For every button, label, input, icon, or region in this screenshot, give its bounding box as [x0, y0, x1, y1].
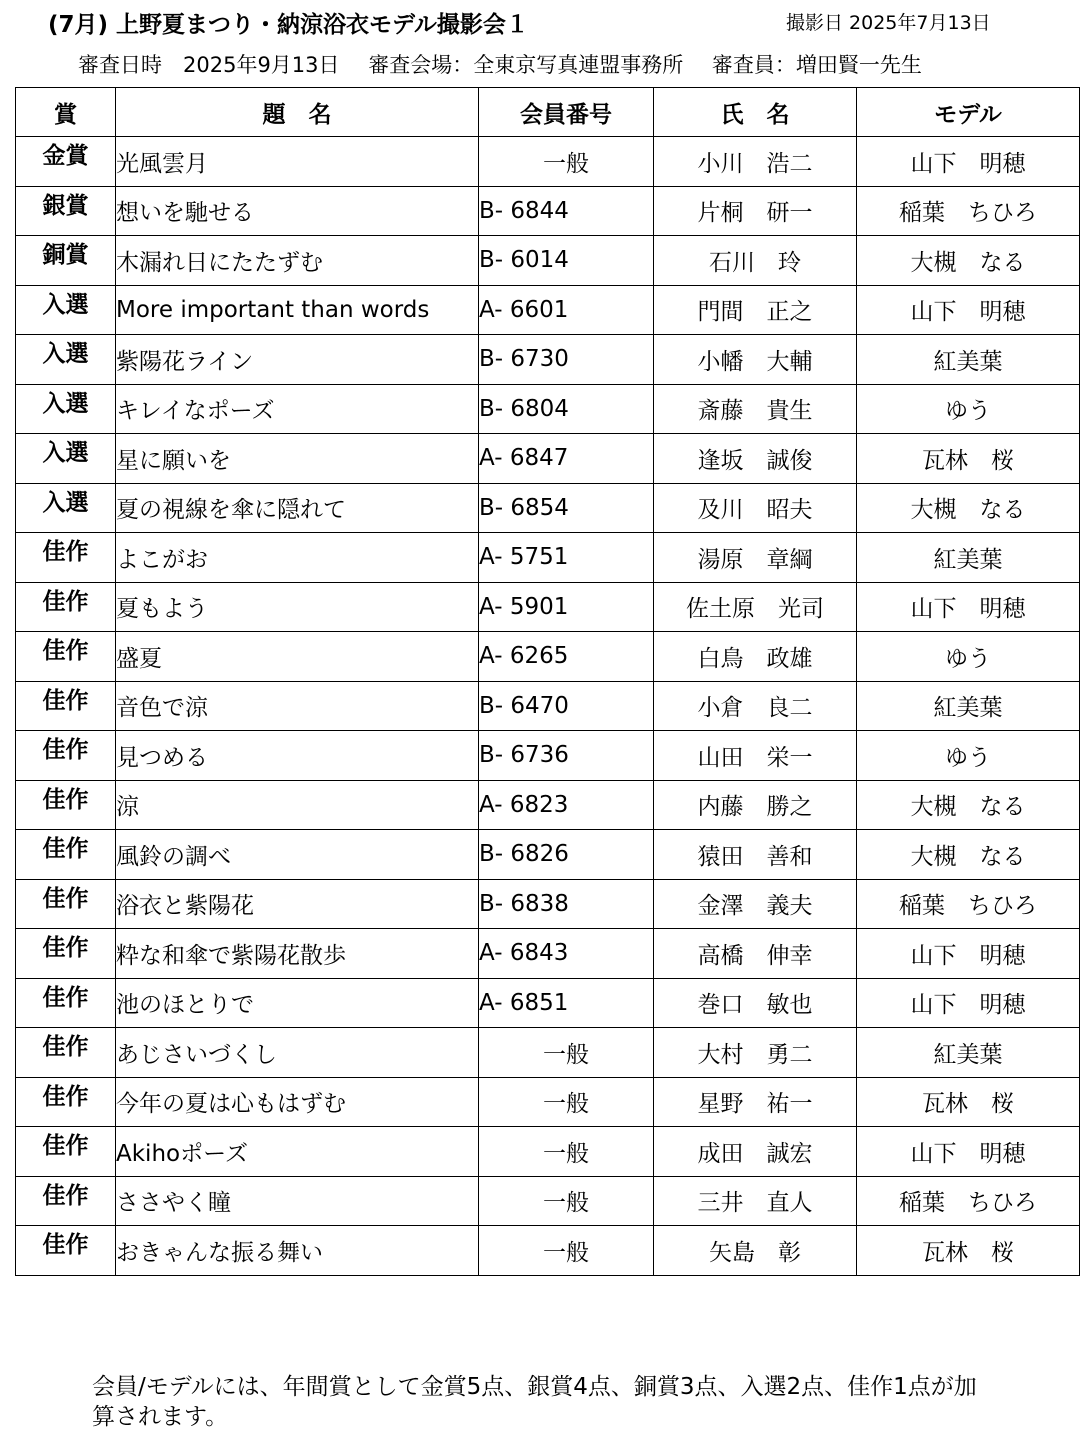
title-cell: 池のほとりで: [116, 978, 479, 1028]
shoot-date: 撮影日 2025年7月13日: [786, 12, 991, 34]
member-number-cell: A- 6265: [479, 632, 654, 682]
model-cell: 山下 明穂: [857, 137, 1080, 187]
judging-date: 審査日時 2025年9月13日: [78, 53, 340, 77]
table-row: [16, 1226, 1080, 1276]
name-cell: 湯原 章綱: [654, 533, 857, 583]
title-cell: 光風雲月: [116, 137, 479, 187]
model-cell: ゆう: [857, 384, 1080, 434]
award-cell: 銀賞: [16, 186, 116, 236]
table-row: [16, 632, 1080, 682]
award-cell: 佳作: [16, 582, 116, 632]
model-cell: 紅美葉: [857, 533, 1080, 583]
award-cell: 佳作: [16, 780, 116, 830]
footer-note: 会員/モデルには、年間賞として金賞5点、銀賞4点、銅賞3点、入選2点、佳作1点が加算されます。: [92, 1374, 977, 1430]
title-cell: 夏もよう: [116, 582, 479, 632]
model-cell: 稲葉 ちひろ: [857, 879, 1080, 929]
award-cell: 佳作: [16, 1226, 116, 1276]
award-cell: 入選: [16, 434, 116, 484]
table-row: [16, 434, 1080, 484]
table-row: [16, 879, 1080, 929]
member-number-cell: A- 6601: [479, 285, 654, 335]
name-cell: 及川 昭夫: [654, 483, 857, 533]
table-row: [16, 681, 1080, 731]
table-row: [16, 978, 1080, 1028]
member-number-cell: B- 6854: [479, 483, 654, 533]
title-cell: よこがお: [116, 533, 479, 583]
name-cell: 猿田 善和: [654, 830, 857, 880]
table-row: [16, 483, 1080, 533]
table-row: [16, 335, 1080, 385]
page-title: (7月) 上野夏まつり・納涼浴衣モデル撮影会１: [48, 12, 529, 38]
table-row: [16, 830, 1080, 880]
member-number-cell: 一般: [479, 1077, 654, 1127]
name-cell: 矢島 彰: [654, 1226, 857, 1276]
title-cell: Akihoポーズ: [116, 1127, 479, 1177]
model-cell: ゆう: [857, 731, 1080, 781]
title-cell: 浴衣と紫陽花: [116, 879, 479, 929]
table-row: [16, 285, 1080, 335]
name-cell: 佐土原 光司: [654, 582, 857, 632]
title-cell: 想いを馳せる: [116, 186, 479, 236]
award-cell: 佳作: [16, 1077, 116, 1127]
member-number-cell: B- 6826: [479, 830, 654, 880]
table-row: [16, 137, 1080, 187]
model-cell: 瓦林 桜: [857, 434, 1080, 484]
table-row: [16, 1028, 1080, 1078]
table-row: [16, 1077, 1080, 1127]
table-row: [16, 533, 1080, 583]
award-cell: 佳作: [16, 533, 116, 583]
title-cell: おきゃんな振る舞い: [116, 1226, 479, 1276]
judging-venue: 審査会場：全東京写真連盟事務所: [368, 53, 684, 77]
member-number-cell: A- 6851: [479, 978, 654, 1028]
name-cell: 白鳥 政雄: [654, 632, 857, 682]
award-cell: 佳作: [16, 879, 116, 929]
name-cell: 内藤 勝之: [654, 780, 857, 830]
title-cell: 星に願いを: [116, 434, 479, 484]
award-cell: 佳作: [16, 978, 116, 1028]
name-cell: 逢坂 誠俊: [654, 434, 857, 484]
award-cell: 入選: [16, 335, 116, 385]
member-number-cell: 一般: [479, 137, 654, 187]
model-cell: 紅美葉: [857, 1028, 1080, 1078]
member-number-cell: B- 6014: [479, 236, 654, 286]
header-model: モデル: [857, 88, 1080, 137]
table-header-row: [16, 88, 1080, 137]
results-table: [15, 87, 1080, 1276]
model-cell: 大槻 なる: [857, 830, 1080, 880]
judging-info: [78, 49, 922, 79]
name-cell: 金澤 義夫: [654, 879, 857, 929]
title-cell: 粋な和傘で紫陽花散歩: [116, 929, 479, 979]
name-cell: 石川 玲: [654, 236, 857, 286]
member-number-cell: B- 6730: [479, 335, 654, 385]
name-cell: 小川 浩二: [654, 137, 857, 187]
title-cell: ささやく瞳: [116, 1176, 479, 1226]
model-cell: 紅美葉: [857, 335, 1080, 385]
name-cell: 小倉 良二: [654, 681, 857, 731]
award-cell: 銅賞: [16, 236, 116, 286]
member-number-cell: B- 6844: [479, 186, 654, 236]
award-cell: 佳作: [16, 1127, 116, 1177]
award-cell: 佳作: [16, 681, 116, 731]
member-number-cell: A- 6847: [479, 434, 654, 484]
award-cell: 入選: [16, 285, 116, 335]
award-cell: 金賞: [16, 137, 116, 187]
award-cell: 入選: [16, 384, 116, 434]
award-cell: 佳作: [16, 731, 116, 781]
table-row: [16, 186, 1080, 236]
table-row: [16, 582, 1080, 632]
title-cell: 今年の夏は心もはずむ: [116, 1077, 479, 1127]
award-cell: 佳作: [16, 632, 116, 682]
title-cell: 風鈴の調べ: [116, 830, 479, 880]
table-row: [16, 1176, 1080, 1226]
name-cell: 大村 勇二: [654, 1028, 857, 1078]
name-cell: 片桐 研一: [654, 186, 857, 236]
title-cell: 見つめる: [116, 731, 479, 781]
member-number-cell: 一般: [479, 1028, 654, 1078]
model-cell: 山下 明穂: [857, 978, 1080, 1028]
member-number-cell: B- 6736: [479, 731, 654, 781]
model-cell: 山下 明穂: [857, 1127, 1080, 1177]
title-cell: 音色で涼: [116, 681, 479, 731]
award-cell: 佳作: [16, 1028, 116, 1078]
header-name: 氏 名: [654, 88, 857, 137]
model-cell: 大槻 なる: [857, 483, 1080, 533]
header-award: 賞: [16, 88, 116, 137]
title-cell: More important than words: [116, 285, 479, 335]
results-body: [16, 137, 1080, 1276]
title-cell: 涼: [116, 780, 479, 830]
table-row: [16, 780, 1080, 830]
member-number-cell: A- 5751: [479, 533, 654, 583]
name-cell: 斎藤 貴生: [654, 384, 857, 434]
header-member-no: 会員番号: [479, 88, 654, 137]
title-cell: キレイなポーズ: [116, 384, 479, 434]
model-cell: 稲葉 ちひろ: [857, 186, 1080, 236]
name-cell: 巻口 敏也: [654, 978, 857, 1028]
title-cell: 木漏れ日にたたずむ: [116, 236, 479, 286]
model-cell: 瓦林 桜: [857, 1226, 1080, 1276]
member-number-cell: A- 5901: [479, 582, 654, 632]
table-row: [16, 731, 1080, 781]
award-cell: 佳作: [16, 1176, 116, 1226]
member-number-cell: 一般: [479, 1127, 654, 1177]
name-cell: 三井 直人: [654, 1176, 857, 1226]
table-row: [16, 929, 1080, 979]
award-cell: 佳作: [16, 830, 116, 880]
award-cell: 入選: [16, 483, 116, 533]
title-cell: あじさいづくし: [116, 1028, 479, 1078]
award-cell: 佳作: [16, 929, 116, 979]
table-row: [16, 236, 1080, 286]
member-number-cell: B- 6804: [479, 384, 654, 434]
model-cell: 稲葉 ちひろ: [857, 1176, 1080, 1226]
model-cell: 山下 明穂: [857, 929, 1080, 979]
name-cell: 高橋 伸幸: [654, 929, 857, 979]
name-cell: 成田 誠宏: [654, 1127, 857, 1177]
member-number-cell: A- 6843: [479, 929, 654, 979]
member-number-cell: 一般: [479, 1176, 654, 1226]
model-cell: 大槻 なる: [857, 780, 1080, 830]
table-row: [16, 384, 1080, 434]
name-cell: 山田 栄一: [654, 731, 857, 781]
model-cell: 山下 明穂: [857, 285, 1080, 335]
header-title: 題 名: [116, 88, 479, 137]
model-cell: 山下 明穂: [857, 582, 1080, 632]
title-cell: 盛夏: [116, 632, 479, 682]
judge: 審査員：増田賢一先生: [711, 53, 922, 77]
name-cell: 星野 祐一: [654, 1077, 857, 1127]
member-number-cell: B- 6838: [479, 879, 654, 929]
model-cell: 大槻 なる: [857, 236, 1080, 286]
model-cell: 瓦林 桜: [857, 1077, 1080, 1127]
member-number-cell: 一般: [479, 1226, 654, 1276]
name-cell: 小幡 大輔: [654, 335, 857, 385]
model-cell: 紅美葉: [857, 681, 1080, 731]
title-cell: 紫陽花ライン: [116, 335, 479, 385]
member-number-cell: A- 6823: [479, 780, 654, 830]
member-number-cell: B- 6470: [479, 681, 654, 731]
table-row: [16, 1127, 1080, 1177]
name-cell: 門間 正之: [654, 285, 857, 335]
title-cell: 夏の視線を傘に隠れて: [116, 483, 479, 533]
model-cell: ゆう: [857, 632, 1080, 682]
